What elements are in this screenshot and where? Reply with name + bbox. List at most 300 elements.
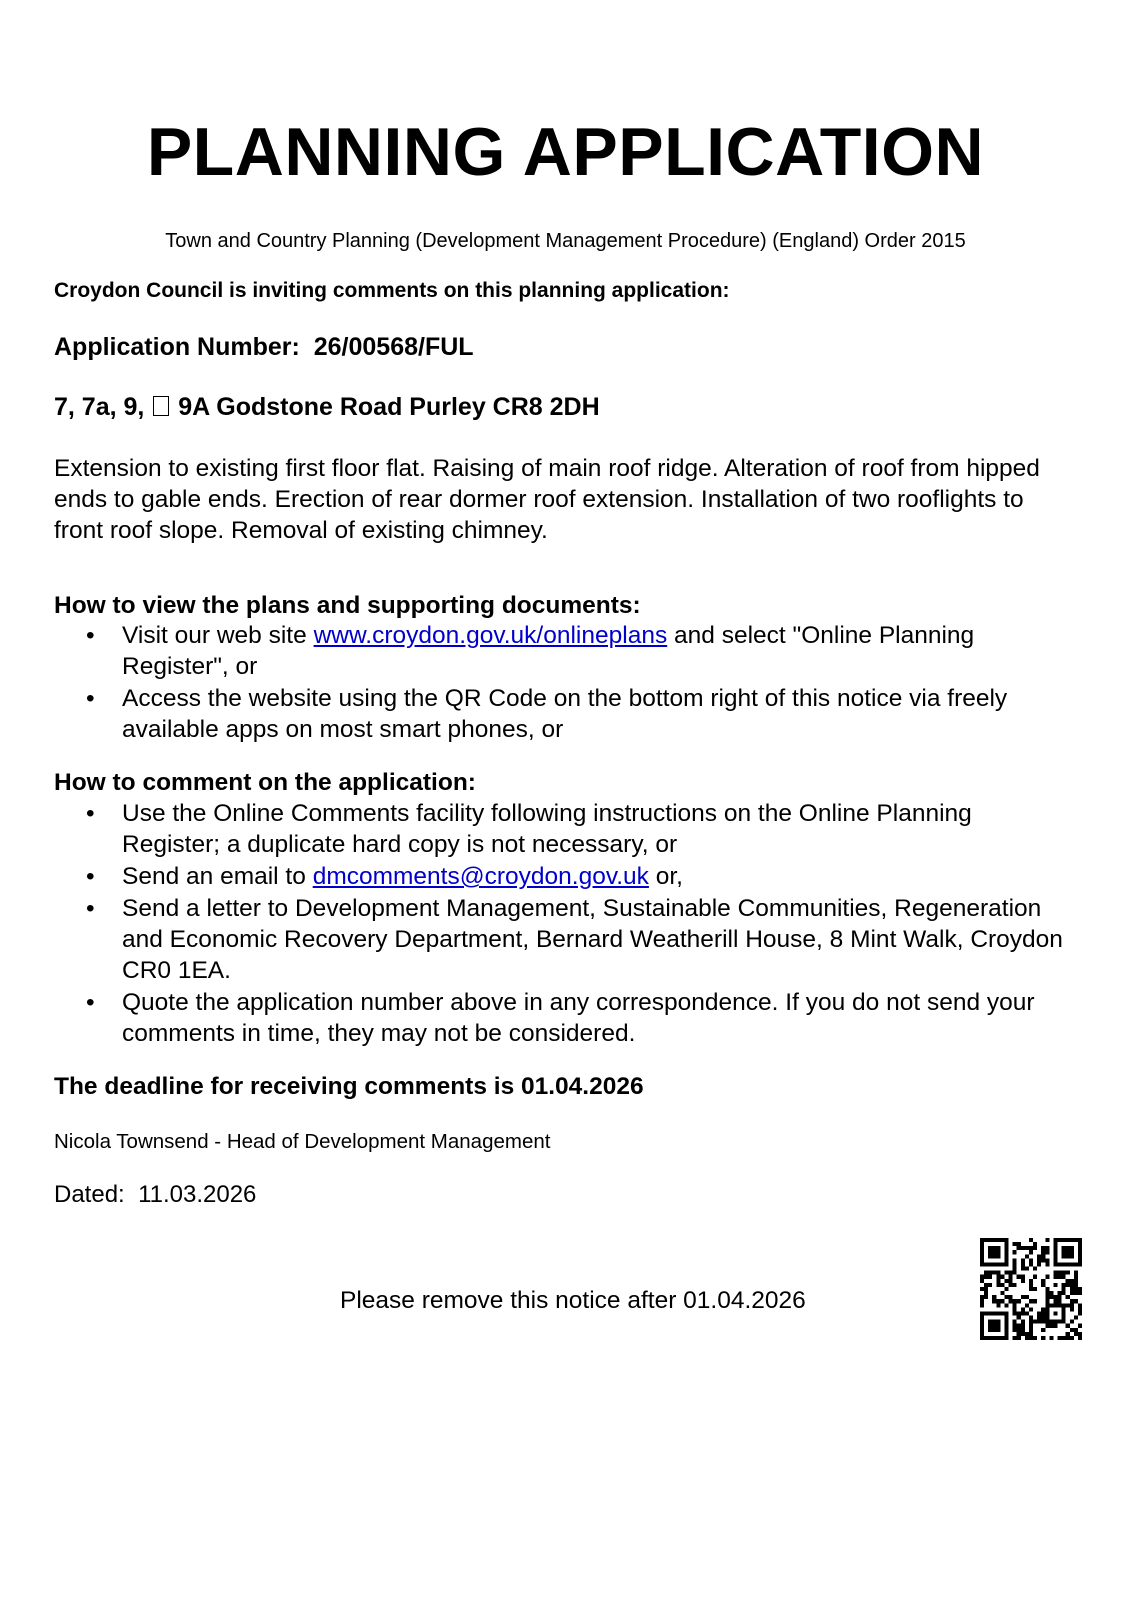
qr-module — [1078, 1250, 1082, 1254]
qr-module — [1045, 1316, 1049, 1320]
qr-module — [996, 1279, 1000, 1283]
qr-module — [996, 1311, 1000, 1315]
qr-module — [1070, 1336, 1074, 1340]
qr-module — [1045, 1311, 1049, 1315]
qr-module — [996, 1303, 1000, 1307]
qr-module — [1078, 1291, 1082, 1295]
qr-module — [996, 1246, 1000, 1250]
qr-module — [1017, 1242, 1021, 1246]
qr-module — [1029, 1279, 1033, 1283]
qr-module — [1062, 1316, 1066, 1320]
qr-module — [1037, 1258, 1041, 1262]
list-item-text: and select "Online Planning Register", or — [122, 622, 975, 680]
qr-module — [1078, 1311, 1082, 1315]
qr-module — [1029, 1324, 1033, 1328]
qr-module — [1053, 1242, 1057, 1246]
qr-module — [1037, 1320, 1041, 1324]
qr-module — [996, 1336, 1000, 1340]
qr-module — [1004, 1320, 1008, 1324]
qr-module — [992, 1250, 996, 1254]
qr-module — [1066, 1295, 1070, 1299]
qr-module — [980, 1262, 984, 1266]
qr-module — [992, 1262, 996, 1266]
qr-module — [1013, 1283, 1017, 1287]
qr-module — [1045, 1307, 1049, 1311]
qr-module — [1078, 1238, 1082, 1242]
qr-module — [984, 1295, 988, 1299]
qr-module — [1025, 1295, 1029, 1299]
qr-module — [1074, 1238, 1078, 1242]
qr-module — [1029, 1320, 1033, 1324]
qr-module — [1062, 1336, 1066, 1340]
qr-module — [992, 1336, 996, 1340]
qr-module — [1017, 1311, 1021, 1315]
qr-module — [1017, 1324, 1021, 1328]
qr-module — [1029, 1316, 1033, 1320]
qr-module — [1070, 1246, 1074, 1250]
qr-module — [1025, 1254, 1029, 1258]
qr-module — [1013, 1336, 1017, 1340]
qr-module — [980, 1242, 984, 1246]
qr-module — [988, 1246, 992, 1250]
qr-module — [1070, 1299, 1074, 1303]
qr-module — [1074, 1316, 1078, 1320]
qr-module — [1013, 1242, 1017, 1246]
qr-module — [1025, 1332, 1029, 1336]
qr-module — [1053, 1275, 1057, 1279]
qr-module — [1004, 1271, 1008, 1275]
qr-module — [1009, 1275, 1013, 1279]
qr-module — [1009, 1295, 1013, 1299]
qr-module — [1070, 1283, 1074, 1287]
signatory: Nicola Townsend - Head of Development Management — [54, 1130, 551, 1153]
qr-module — [1053, 1303, 1057, 1307]
qr-module — [988, 1320, 992, 1324]
qr-module — [980, 1250, 984, 1254]
qr-module — [996, 1271, 1000, 1275]
qr-module — [1013, 1258, 1017, 1262]
qr-module — [992, 1311, 996, 1315]
qr-module — [1021, 1275, 1025, 1279]
qr-module — [1062, 1283, 1066, 1287]
qr-module — [1037, 1316, 1041, 1320]
qr-module — [992, 1320, 996, 1324]
qr-module — [1004, 1246, 1008, 1250]
qr-module — [1053, 1299, 1057, 1303]
qr-module — [1037, 1311, 1041, 1315]
qr-module — [1058, 1291, 1062, 1295]
qr-module — [992, 1271, 996, 1275]
qr-module — [1029, 1262, 1033, 1266]
qr-module — [1058, 1303, 1062, 1307]
qr-module — [1053, 1271, 1057, 1275]
qr-module — [1004, 1262, 1008, 1266]
qr-module — [988, 1328, 992, 1332]
qr-module — [992, 1324, 996, 1328]
qr-module — [1004, 1316, 1008, 1320]
qr-module — [1074, 1283, 1078, 1287]
qr-module — [1070, 1250, 1074, 1254]
qr-module — [1045, 1250, 1049, 1254]
qr-module — [1017, 1332, 1021, 1336]
qr-module — [984, 1311, 988, 1315]
qr-module — [1029, 1287, 1033, 1291]
qr-module — [988, 1311, 992, 1315]
qr-module — [1066, 1238, 1070, 1242]
qr-module — [988, 1254, 992, 1258]
qr-module — [1004, 1295, 1008, 1299]
qr-module — [1070, 1320, 1074, 1324]
qr-module — [1033, 1287, 1037, 1291]
qr-module — [1000, 1283, 1004, 1287]
qr-module — [1053, 1320, 1057, 1324]
qr-module — [1021, 1295, 1025, 1299]
qr-module — [1049, 1303, 1053, 1307]
qr-module — [1021, 1307, 1025, 1311]
address-part-1: 7, 7a, 9, — [54, 393, 145, 421]
qr-module — [1078, 1258, 1082, 1262]
qr-module — [1004, 1258, 1008, 1262]
qr-module — [980, 1328, 984, 1332]
qr-module — [1013, 1271, 1017, 1275]
qr-module — [1041, 1328, 1045, 1332]
qr-module — [984, 1275, 988, 1279]
qr-module — [1053, 1250, 1057, 1254]
email-link[interactable]: dmcomments@croydon.gov.uk — [312, 863, 649, 890]
qr-module — [1017, 1275, 1021, 1279]
qr-module — [1066, 1279, 1070, 1283]
qr-module — [988, 1271, 992, 1275]
qr-module — [1062, 1291, 1066, 1295]
qr-module — [1053, 1283, 1057, 1287]
qr-module — [1025, 1311, 1029, 1315]
qr-module — [1041, 1279, 1045, 1283]
qr-module — [1053, 1262, 1057, 1266]
qr-module — [1041, 1254, 1045, 1258]
qr-module — [1049, 1320, 1053, 1324]
qr-module — [996, 1328, 1000, 1332]
qr-module — [1058, 1295, 1062, 1299]
qr-module — [1000, 1238, 1004, 1242]
qr-module — [1045, 1262, 1049, 1266]
qr-module — [1062, 1307, 1066, 1311]
qr-module — [996, 1262, 1000, 1266]
qr-module — [1009, 1299, 1013, 1303]
qr-module — [1070, 1303, 1074, 1307]
qr-module — [1029, 1328, 1033, 1332]
qr-module — [1029, 1250, 1033, 1254]
qr-module — [1053, 1258, 1057, 1262]
qr-module — [1078, 1246, 1082, 1250]
qr-module — [1066, 1271, 1070, 1275]
qr-module — [1070, 1238, 1074, 1242]
qr-module — [1066, 1250, 1070, 1254]
qr-module — [1066, 1262, 1070, 1266]
online-plans-link[interactable]: www.croydon.gov.uk/onlineplans — [313, 622, 668, 649]
qr-module — [1066, 1246, 1070, 1250]
qr-module — [1029, 1283, 1033, 1287]
qr-module — [1004, 1311, 1008, 1315]
qr-module — [1078, 1336, 1082, 1340]
qr-module — [1013, 1250, 1017, 1254]
qr-module — [1041, 1283, 1045, 1287]
qr-module — [1041, 1250, 1045, 1254]
qr-module — [1017, 1328, 1021, 1332]
qr-module — [1000, 1299, 1004, 1303]
qr-module — [980, 1254, 984, 1258]
qr-module — [1017, 1336, 1021, 1340]
qr-module — [1045, 1324, 1049, 1328]
qr-module — [984, 1287, 988, 1291]
dated-line — [54, 1181, 256, 1209]
qr-module — [1062, 1254, 1066, 1258]
qr-module — [980, 1295, 984, 1299]
qr-module — [1045, 1299, 1049, 1303]
qr-module — [980, 1332, 984, 1336]
qr-module — [1004, 1324, 1008, 1328]
qr-module — [1045, 1246, 1049, 1250]
qr-module — [988, 1336, 992, 1340]
qr-module — [984, 1238, 988, 1242]
qr-module — [980, 1246, 984, 1250]
qr-module — [1029, 1332, 1033, 1336]
application-number: 26/00568/FUL — [313, 333, 474, 361]
qr-module — [984, 1283, 988, 1287]
dated-value: 11.03.2026 — [138, 1181, 257, 1208]
qr-module — [1066, 1254, 1070, 1258]
qr-module — [1074, 1332, 1078, 1336]
qr-module — [1074, 1275, 1078, 1279]
qr-module — [1078, 1307, 1082, 1311]
qr-module — [1074, 1271, 1078, 1275]
list-item — [54, 861, 1074, 892]
qr-module — [1029, 1307, 1033, 1311]
qr-module — [996, 1324, 1000, 1328]
qr-module — [1029, 1246, 1033, 1250]
qr-module — [1000, 1291, 1004, 1295]
qr-module — [980, 1316, 984, 1320]
qr-module — [984, 1336, 988, 1340]
qr-module — [1078, 1254, 1082, 1258]
qr-module — [1078, 1262, 1082, 1266]
qr-module — [1021, 1320, 1025, 1324]
qr-module — [984, 1271, 988, 1275]
dated-label: Dated: — [54, 1181, 125, 1208]
qr-module — [1074, 1287, 1078, 1291]
qr-module — [992, 1299, 996, 1303]
qr-module — [1004, 1250, 1008, 1254]
qr-module — [1062, 1238, 1066, 1242]
qr-module — [1045, 1275, 1049, 1279]
qr-module — [1066, 1324, 1070, 1328]
qr-module — [1013, 1307, 1017, 1311]
qr-module — [1017, 1246, 1021, 1250]
qr-module — [1021, 1246, 1025, 1250]
qr-module — [980, 1299, 984, 1303]
view-plans-heading: How to view the plans and supporting documents: — [54, 592, 641, 619]
comment-heading: How to comment on the application: — [54, 769, 476, 796]
qr-module — [1013, 1299, 1017, 1303]
qr-module — [1078, 1242, 1082, 1246]
qr-module — [1004, 1279, 1008, 1283]
qr-module — [1033, 1299, 1037, 1303]
qr-module — [1070, 1328, 1074, 1332]
qr-module — [1062, 1287, 1066, 1291]
qr-module — [1004, 1254, 1008, 1258]
qr-module — [1004, 1287, 1008, 1291]
qr-module — [1053, 1238, 1057, 1242]
qr-module — [1070, 1291, 1074, 1295]
qr-module — [980, 1275, 984, 1279]
qr-module — [992, 1246, 996, 1250]
qr-module — [1025, 1303, 1029, 1307]
qr-module — [1041, 1320, 1045, 1324]
qr-module — [1000, 1262, 1004, 1266]
qr-module — [1041, 1258, 1045, 1262]
qr-module — [1041, 1246, 1045, 1250]
qr-module — [980, 1238, 984, 1242]
qr-module — [1062, 1311, 1066, 1315]
qr-module — [1045, 1258, 1049, 1262]
qr-module — [1013, 1267, 1017, 1271]
qr-module — [980, 1303, 984, 1307]
qr-module — [1045, 1320, 1049, 1324]
qr-module — [1033, 1275, 1037, 1279]
qr-module — [1053, 1246, 1057, 1250]
qr-module — [1009, 1271, 1013, 1275]
application-number-label: Application Number: — [54, 333, 300, 361]
qr-module — [1000, 1311, 1004, 1315]
qr-module — [1021, 1279, 1025, 1283]
list-item — [54, 620, 1074, 682]
qr-module — [1049, 1336, 1053, 1340]
qr-module — [1021, 1324, 1025, 1328]
deadline-text: The deadline for receiving comments is 01.04.2026 — [54, 1073, 644, 1100]
qr-module — [1045, 1291, 1049, 1295]
legislation-subtitle: Town and Country Planning (Development Management Procedure) (England) Order 2015 — [165, 230, 966, 252]
qr-module — [992, 1295, 996, 1299]
intro-text: Croydon Council is inviting comments on this planning application: — [54, 279, 730, 302]
qr-module — [1009, 1283, 1013, 1287]
qr-module — [1062, 1275, 1066, 1279]
list-item: • Send a letter to Development Management, Sustainable Communities, Regeneration and Economic Recovery Department, Bernard Weatherill House, 8 Mint Walk, Croydon CR0 1EA. — [54, 893, 1074, 986]
qr-module — [1045, 1303, 1049, 1307]
qr-module — [1074, 1279, 1078, 1283]
qr-module — [1070, 1287, 1074, 1291]
qr-module — [1062, 1262, 1066, 1266]
qr-module — [996, 1283, 1000, 1287]
qr-module — [996, 1238, 1000, 1242]
qr-module — [980, 1287, 984, 1291]
qr-module — [1062, 1320, 1066, 1324]
qr-module — [1017, 1316, 1021, 1320]
qr-module — [1033, 1246, 1037, 1250]
qr-module — [1058, 1262, 1062, 1266]
qr-module — [1066, 1332, 1070, 1336]
qr-module — [1021, 1332, 1025, 1336]
qr-module — [1041, 1311, 1045, 1315]
qr-module — [1013, 1262, 1017, 1266]
qr-module — [1070, 1307, 1074, 1311]
comment-list — [54, 798, 1074, 1049]
list-item: • Quote the application number above in any correspondence. If you do not send your comments in time, they may not be considered. — [54, 987, 1074, 1049]
address-part-2: 9A Godstone Road Purley CR8 2DH — [178, 393, 600, 421]
qr-module — [980, 1320, 984, 1324]
qr-module — [1013, 1320, 1017, 1324]
qr-module — [1004, 1336, 1008, 1340]
qr-module — [1041, 1307, 1045, 1311]
qr-module — [1029, 1258, 1033, 1262]
qr-module — [996, 1250, 1000, 1254]
qr-module — [1053, 1295, 1057, 1299]
qr-module — [988, 1262, 992, 1266]
qr-module — [1000, 1336, 1004, 1340]
qr-module — [1041, 1316, 1045, 1320]
list-item: • Use the Online Comments facility following instructions on the Online Planning Register; a duplicate hard copy is not necessary, or — [54, 798, 1074, 860]
qr-module — [1017, 1299, 1021, 1303]
qr-module — [1074, 1262, 1078, 1266]
qr-module — [1037, 1262, 1041, 1266]
qr-module — [1029, 1299, 1033, 1303]
qr-module — [984, 1291, 988, 1295]
qr-module — [1021, 1267, 1025, 1271]
qr-module — [1078, 1303, 1082, 1307]
qr-module — [1004, 1332, 1008, 1336]
qr-module — [1074, 1291, 1078, 1295]
qr-module — [1074, 1328, 1078, 1332]
qr-module — [1053, 1254, 1057, 1258]
qr-module — [988, 1250, 992, 1254]
qr-module — [1058, 1320, 1062, 1324]
qr-module — [996, 1275, 1000, 1279]
application-number-line — [54, 333, 474, 362]
qr-module — [1058, 1275, 1062, 1279]
qr-module — [1025, 1246, 1029, 1250]
qr-module — [1004, 1328, 1008, 1332]
qr-module — [1078, 1287, 1082, 1291]
qr-module — [1009, 1279, 1013, 1283]
qr-module — [1049, 1295, 1053, 1299]
qr-module — [1004, 1242, 1008, 1246]
qr-module — [1058, 1238, 1062, 1242]
qr-module — [1078, 1324, 1082, 1328]
qr-module — [1062, 1250, 1066, 1254]
qr-module — [1078, 1332, 1082, 1336]
qr-module — [1049, 1291, 1053, 1295]
qr-module — [980, 1336, 984, 1340]
site-address — [54, 393, 600, 422]
qr-module — [1013, 1324, 1017, 1328]
qr-module — [1021, 1258, 1025, 1262]
qr-module — [1053, 1311, 1057, 1315]
qr-module — [1033, 1336, 1037, 1340]
qr-module — [1033, 1242, 1037, 1246]
qr-module — [984, 1262, 988, 1266]
qr-module — [1029, 1238, 1033, 1242]
qr-module — [1058, 1299, 1062, 1303]
qr-module — [996, 1320, 1000, 1324]
qr-module — [1004, 1303, 1008, 1307]
qr-module — [1029, 1336, 1033, 1340]
qr-module — [996, 1254, 1000, 1258]
qr-code-icon[interactable] — [980, 1238, 1082, 1340]
qr-module — [1004, 1238, 1008, 1242]
remove-notice-text: Please remove this notice after 01.04.2026 — [340, 1287, 806, 1314]
qr-module — [1053, 1324, 1057, 1328]
qr-module — [1070, 1279, 1074, 1283]
qr-module — [988, 1238, 992, 1242]
qr-module — [1013, 1303, 1017, 1307]
